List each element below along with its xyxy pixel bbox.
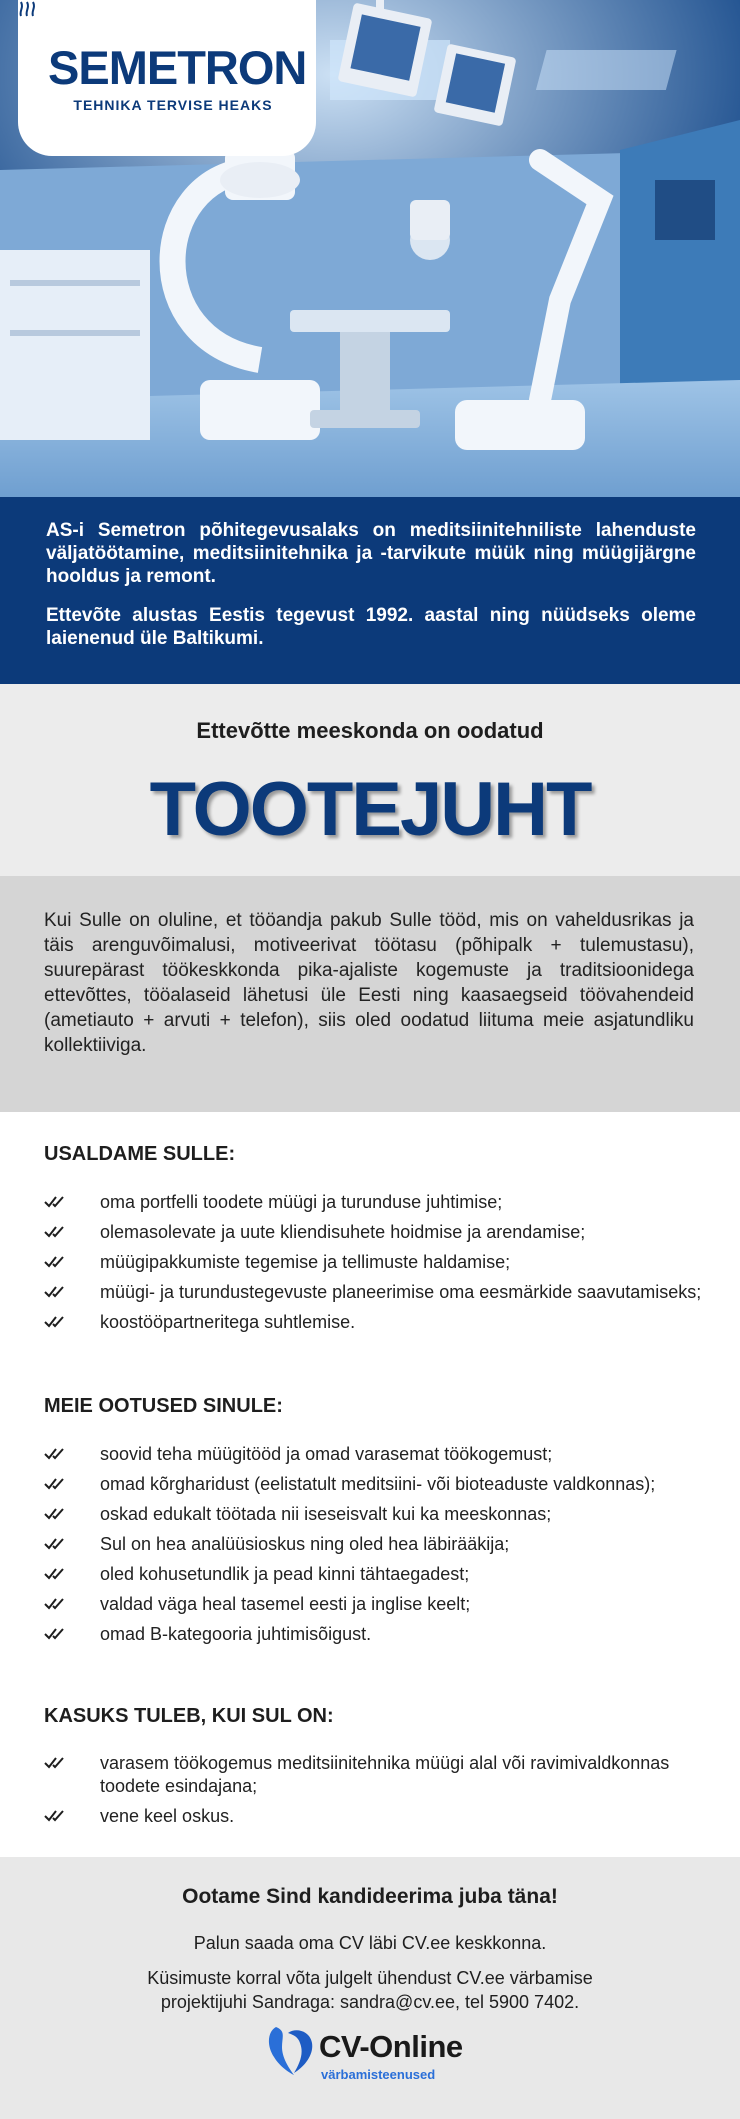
cv-online-name: CV-Online [319, 2029, 463, 2064]
double-check-icon [44, 1254, 68, 1270]
list-item [44, 1443, 704, 1466]
intro-text: Kui Sulle on oluline, et tööandja pakub Sulle tööd, mis on vaheldusrikas ja täis arenguvõimalusi, motiveerivat töötasu (põhipalk + tulemustasu), suurepärast töökeskkonda pika-ajaliste kogemuste ja traditsioonidega ettevõttes, tööalaseid lähetusi üle Eesti ning kaasaegseid töövahendeid (ametiauto + arvuti + telefon), siis oled oodatud liituma meie asjatundliku kollektiiviga. [44, 910, 694, 1056]
double-check-icon [44, 1194, 68, 1210]
list-item-text: soovid teha müügitööd ja omad varasemat töökogemust; [100, 1444, 553, 1464]
list-item [44, 1251, 704, 1274]
section-title-expectations: MEIE OOTUSED SINULE: [44, 1395, 283, 1417]
double-check-icon [44, 1536, 68, 1552]
company-description [0, 497, 740, 684]
list-item [44, 1593, 704, 1616]
title-section [0, 684, 740, 876]
footer-line-2: Küsimuste korral võta julgelt ühendust CV.ee värbamise [147, 1968, 593, 1988]
footer-heading: Ootame Sind kandideerima juba täna! [182, 1885, 558, 1908]
about-paragraph-1: AS-i Semetron põhitegevusalaks on meditsiinitehniliste lahenduste väljatöötamine, meditsiinitehnika ja -tarvikute müük ning müügijärgne hooldus ja remont. [46, 520, 696, 587]
hero-image-operating-room [0, 0, 740, 497]
double-check-icon [44, 1476, 68, 1492]
about-paragraph-2: Ettevõte alustas Eestis tegevust 1992. aastal ning nüüdseks oleme laienenud üle Baltikumi. [46, 605, 696, 649]
list-item-text: oma portfelli toodete müügi ja turunduse juhtimise; [100, 1192, 503, 1212]
list-item-text: oskad edukalt töötada nii iseseisvalt kui ka meeskonnas; [100, 1504, 552, 1524]
logo-name: SEMETRON [48, 41, 307, 94]
list-item [44, 1221, 704, 1244]
footer-line-1: Palun saada oma CV läbi CV.ee keskkonna. [193, 1933, 547, 1953]
list-item-text: olemasolevate ja uute kliendisuhete hoidmise ja arendamise; [100, 1222, 586, 1242]
double-check-icon [44, 1596, 68, 1612]
double-check-icon [44, 1755, 68, 1771]
list-item [44, 1623, 704, 1646]
double-check-icon [44, 1284, 68, 1300]
list-item-text: müügipakkumiste tegemise ja tellimuste haldamise; [100, 1252, 511, 1272]
list-item [44, 1191, 704, 1214]
cv-online-logo [266, 2023, 486, 2093]
page-subtitle: Ettevõtte meeskonda on oodatud [196, 718, 544, 743]
double-check-icon [44, 1808, 68, 1824]
list-item [44, 1281, 704, 1304]
section-title-advantages: KASUKS TULEB, KUI SUL ON: [44, 1705, 334, 1727]
section-title-tasks: USALDAME SULLE: [44, 1143, 236, 1165]
list-item [44, 1752, 704, 1798]
list-item-text: müügi- ja turundustegevuste planeerimise oma eesmärkide saavutamiseks; [100, 1282, 702, 1302]
list-item-text: omad B-kategooria juhtimisõigust. [100, 1624, 372, 1644]
expectations-list [44, 1443, 704, 1646]
double-check-icon [44, 1314, 68, 1330]
tasks-list [44, 1191, 704, 1334]
list-item-text: oled kohusetundlik ja pead kinni tähtaegadest; [100, 1564, 470, 1584]
list-item-text: omad kõrgharidust (eelistatult meditsiini- või bioteaduste valdkonnas); [100, 1474, 656, 1494]
logo-tagline: TEHNIKA TERVISE HEAKS [73, 97, 273, 113]
double-check-icon [44, 1566, 68, 1582]
footer-contact [0, 1857, 740, 2119]
double-check-icon [44, 1506, 68, 1522]
logo-wave-icon [18, 0, 38, 18]
list-item-text: vene keel oskus. [100, 1806, 235, 1826]
list-item [44, 1563, 704, 1586]
semetron-logo [18, 0, 316, 156]
list-item [44, 1311, 704, 1334]
list-item-text: varasem töökogemus meditsiinitehnika müügi alal või ravimivaldkonnas toodete esindajana; [100, 1753, 670, 1796]
footer-line-3[interactable]: projektijuhi Sandraga: sandra@cv.ee, tel 5900 7402. [160, 1992, 580, 2012]
double-check-icon [44, 1446, 68, 1462]
cv-online-subtitle: värbamisteenused [321, 2067, 436, 2082]
advantages-list [44, 1752, 704, 1828]
double-check-icon [44, 1626, 68, 1642]
list-item [44, 1473, 704, 1496]
list-item-text: valdad väga heal tasemel eesti ja inglise keelt; [100, 1594, 471, 1614]
list-item [44, 1533, 704, 1556]
page-title: TOOTEJUHT [149, 767, 591, 852]
list-item-text: Sul on hea analüüsioskus ning oled hea läbirääkija; [100, 1534, 510, 1554]
list-item [44, 1503, 704, 1526]
list-item [44, 1805, 704, 1828]
intro-section [0, 876, 740, 1112]
cv-online-heart-icon [266, 2023, 316, 2077]
list-item-text: koostööpartneritega suhtlemise. [100, 1312, 356, 1332]
double-check-icon [44, 1224, 68, 1240]
